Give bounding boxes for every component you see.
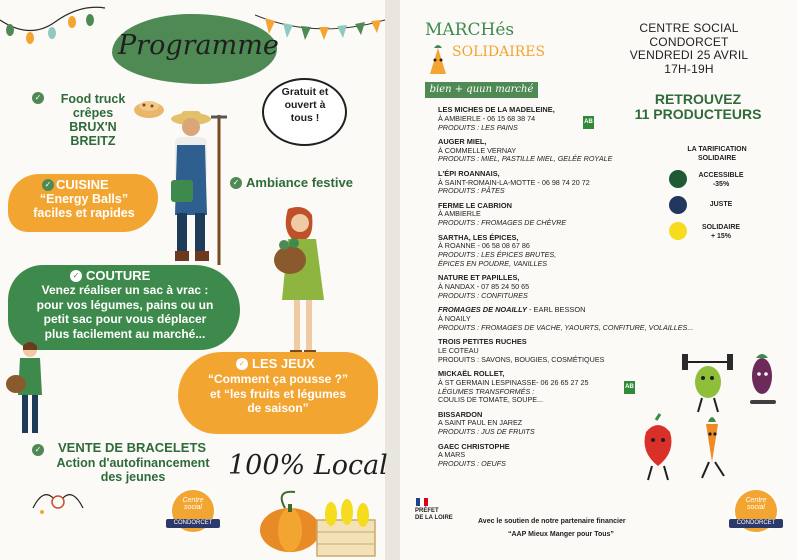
producer-detail: PRODUITS : SAVONS, BOUGIES, COSMÉTIQUES [438, 354, 605, 364]
producer-name-text: AUGER MIEL, [438, 136, 487, 146]
jeux-line-3: de saison” [247, 401, 309, 415]
support-text: Avec le soutien de notre partenaire financier [478, 518, 626, 525]
local-title: 100% Local [228, 450, 388, 481]
bubble-line-2: ouvert à [284, 99, 326, 111]
pricing-solidaire-name: SOLIDAIRE [701, 224, 741, 231]
producer-detail: À ST GERMAIN LESPINASSE- 06 26 65 27 25 [438, 377, 589, 387]
producer-name-text: TROIS PETITES RUCHES [438, 337, 527, 347]
check-icon: ✓ [32, 92, 44, 104]
producer-name-text: MICKAËL ROLLET, [438, 368, 505, 378]
couture-line-3: petit sac pour vous déplacer [43, 312, 207, 326]
pricing-title-line-1: LA TARIFICATION [687, 146, 747, 153]
couture-line-1: Venez réaliser un sac à vrac : [41, 283, 209, 297]
badge-line-1: Centre [182, 497, 204, 504]
producer-detail: LE COTEAU [438, 345, 479, 355]
check-icon: ✓ [32, 444, 44, 456]
producer-detail: PRODUITS : MIEL, PASTILLE MIEL, GELÉE ROYALE [438, 154, 613, 164]
producer-detail: PRODUITS : FROMAGES DE CHÈVRE [438, 218, 567, 228]
check-icon: ✓ [70, 270, 82, 282]
producer-detail: A MARS [438, 450, 466, 460]
badge-line-2: social [747, 504, 765, 511]
producer-name [438, 306, 708, 315]
farmer-illustration [155, 105, 235, 270]
pricing-accessible-value: -35% [712, 180, 730, 188]
producer-detail: À NANDAX - 07 85 24 50 65 [438, 282, 530, 292]
woman-basket-illustration [268, 205, 338, 370]
producer-item [438, 338, 708, 364]
producer-detail: LÉGUMES TRANSFORMÉS : [438, 386, 535, 396]
producer-name-text: L'ÉPI ROANNAIS, [438, 168, 500, 178]
woman-harvest-illustration [6, 340, 54, 438]
event-venue-line-1: CENTRE SOCIAL [639, 21, 739, 35]
producer-detail: PRODUITS : JUS DE FRUITS [438, 427, 535, 437]
producer-detail: PRODUITS : LES PAINS [438, 122, 518, 132]
headline-line-2: 11 PRODUCTEURS [634, 106, 762, 122]
pricing-label-juste: JUSTE [709, 201, 733, 208]
badge-band: CONDORCET [166, 519, 220, 528]
bubble-line-3: tous ! [290, 112, 320, 124]
producer-detail: À ROANNE - 06 58 08 67 86 [438, 241, 530, 251]
cuisine-line-1: “Energy Balls” [39, 192, 129, 206]
producer-detail: COULIS DE TOMATE, SOUPE... [438, 395, 544, 405]
producer-item [438, 370, 708, 405]
producer-detail: À AMBIERLE [438, 209, 481, 219]
producer-detail: À SAINT-ROMAIN-LA-MOTTE - 06 98 74 20 72 [438, 177, 590, 187]
jeux-line-2: et “les fruits et légumes [209, 386, 347, 401]
couture-title: COUTURE [86, 268, 151, 283]
ambiance-text: Ambiance festive [246, 175, 353, 190]
pricing-title-line-2: SOLIDAIRE [697, 155, 737, 162]
check-icon: ✓ [230, 177, 242, 189]
fruit-athletes-illustration [680, 348, 790, 416]
producer-item [438, 234, 708, 269]
producer-detail: À NOAILY [438, 313, 471, 323]
prefet-logo-text [415, 508, 459, 522]
french-flag-icon [416, 498, 428, 506]
couture-line-4: plus facilement au marché... [44, 326, 206, 341]
producer-name-text: LES MICHES DE LA MADELEINE, [438, 105, 555, 114]
producer-detail: PRODUITS : CONFITURES [438, 290, 528, 300]
bracelets-line-2: des jeunes [100, 470, 166, 484]
producer-item [438, 202, 708, 228]
producer-name-text: FERME LE CABRION [438, 200, 512, 210]
food-truck-line-1: Food truck [60, 92, 126, 106]
producer-detail: PRODUITS : PÂTES [438, 186, 505, 196]
logo-subtitle: bien + quun marché [425, 82, 538, 98]
producer-name-text: SARTHA, LES ÉPICES, [438, 232, 519, 242]
logo-mid: SOLIDAIRES [452, 44, 546, 60]
free-entry-text [268, 86, 342, 125]
badge-text [172, 497, 214, 511]
programme-title: Programme [118, 30, 279, 61]
logo-top: MARCHés [425, 20, 515, 40]
couture-line-2: pour vos légumes, pains ou un [36, 297, 214, 312]
prefet-line-2: DE LA LOIRE [415, 515, 453, 521]
cuisine-title: CUISINE [56, 177, 109, 192]
producer-detail: PRODUITS : FROMAGES DE VACHE, YAOURTS, CONFITURE, VOLAILLES... [438, 322, 694, 332]
vegetable-mascot-icon [424, 44, 452, 80]
producer-detail: À AMBIERLE - 06 15 68 38 74 [438, 113, 536, 123]
producer-item [438, 306, 708, 332]
producer-item [438, 170, 708, 196]
headline-line-1: RETROUVEZ [654, 91, 742, 107]
producer-detail: A SAINT PAUL EN JAREZ [438, 418, 523, 428]
cuisine-line-2: faciles et rapides [33, 206, 135, 220]
food-truck-line-3: BRUX'N BREITZ [69, 120, 117, 148]
bracelet-hands-icon [28, 478, 88, 518]
organic-label-icon: AB [583, 116, 594, 129]
jeux-line-1: “Comment ça pousse ?” [207, 372, 349, 386]
fruit-runners-illustration [636, 412, 736, 484]
producer-name-text: BISSARDON [438, 409, 483, 419]
producer-name-text: FROMAGES DE NOAILLY [438, 305, 527, 315]
producer-item [438, 106, 708, 132]
producer-detail: PRODUITS : LES ÉPICES BRUTES, [438, 250, 557, 260]
organic-label-icon: AB [624, 381, 635, 394]
producer-detail: ÉPICES EN POUDRE, VANILLES [438, 258, 548, 268]
event-date: VENDREDI 25 AVRIL [629, 48, 749, 62]
bracelets-line-1: Action d'autofinancement [56, 456, 210, 470]
pricing-accessible-name: ACCESSIBLE [698, 172, 744, 179]
badge-line-2: social [184, 504, 202, 511]
badge-band: CONDORCET [729, 519, 783, 528]
producer-name-text: GAEC CHRISTOPHE [438, 441, 510, 451]
support-program: “AAP Mieux Manger pour Tous” [508, 531, 614, 538]
producer-detail: À COMMELLE VERNAY [438, 145, 517, 155]
producer-item [438, 138, 708, 164]
bubble-line-1: Gratuit et [281, 86, 329, 98]
string-lights-decoration [0, 0, 110, 70]
couture-desc [12, 283, 238, 341]
badge-text [735, 497, 777, 511]
producer-detail: PRODUITS : OEUFS [438, 459, 506, 469]
cuisine-desc [14, 192, 154, 220]
prefet-line-1: PRÉFET [415, 508, 439, 514]
pricing-solidaire-value: + 15% [710, 232, 732, 240]
event-info [620, 22, 758, 76]
jeux-desc [182, 372, 374, 416]
jeux-title: LES JEUX [252, 356, 315, 371]
producer-item [438, 274, 708, 300]
pumpkin-crate-illustration [255, 480, 380, 560]
check-icon: ✓ [42, 179, 54, 191]
badge-line-1: Centre [745, 497, 767, 504]
food-truck-line-2: crêpes [72, 106, 114, 120]
bracelets-title: VENTE DE BRACELETS [58, 440, 207, 455]
event-venue-line-2: CONDORCET [649, 34, 729, 49]
check-icon: ✓ [236, 358, 248, 370]
producer-name-text: NATURE ET PAPILLES, [438, 273, 520, 283]
producer-company: - EARL BESSON [526, 305, 586, 315]
food-truck-text [48, 92, 138, 148]
event-time: 17H-19H [664, 61, 714, 76]
